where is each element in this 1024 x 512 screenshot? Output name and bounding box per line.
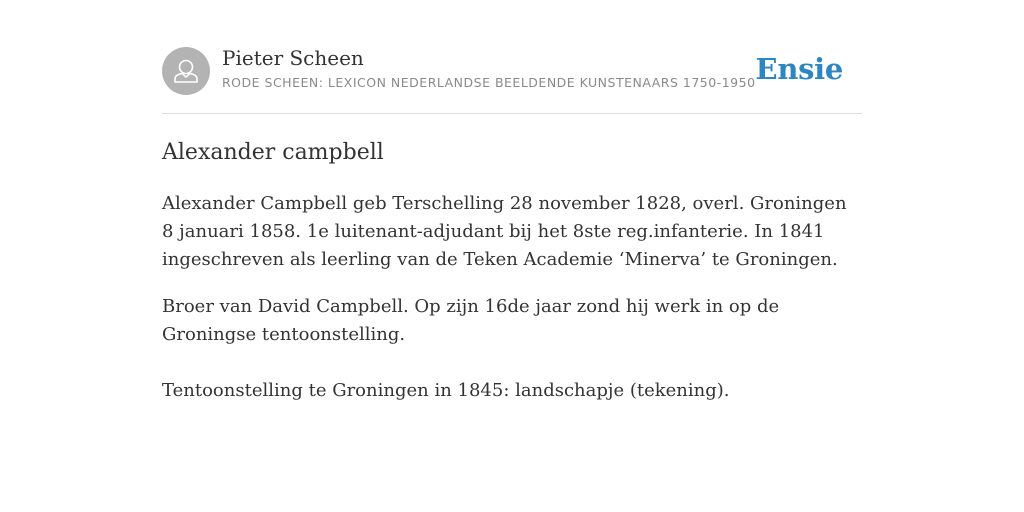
user-avatar-icon[interactable] <box>162 47 210 95</box>
entry-paragraph-1: Alexander Campbell geb Terschelling 28 november 1828, overl. Groningen 8 januari 1858. 1e luitenant-adjudant bij het 8ste reg.infanterie. In 1841 ingeschreven als leerling van de Teken Academie ‘Minerva’ te Groningen. <box>162 193 847 270</box>
user-silhouette-icon <box>162 47 210 95</box>
ensie-logo[interactable]: Ensie <box>755 52 843 86</box>
source-label[interactable]: RODE SCHEEN: LEXICON NEDERLANDSE BEELDENDE KUNSTENAARS 1750-1950 <box>222 75 756 90</box>
entry-header <box>162 0 862 114</box>
entry-container <box>162 0 862 401</box>
author-name[interactable]: Pieter Scheen <box>222 46 364 70</box>
entry-paragraph-3: Tentoonstelling te Groningen in 1845: landschapje (tekening). <box>162 380 730 401</box>
entry-paragraph-2: Broer van David Campbell. Op zijn 16de jaar zond hij werk in op de Groningse tentoonstelling. <box>162 296 780 345</box>
entry-title: Alexander campbell <box>162 140 384 165</box>
